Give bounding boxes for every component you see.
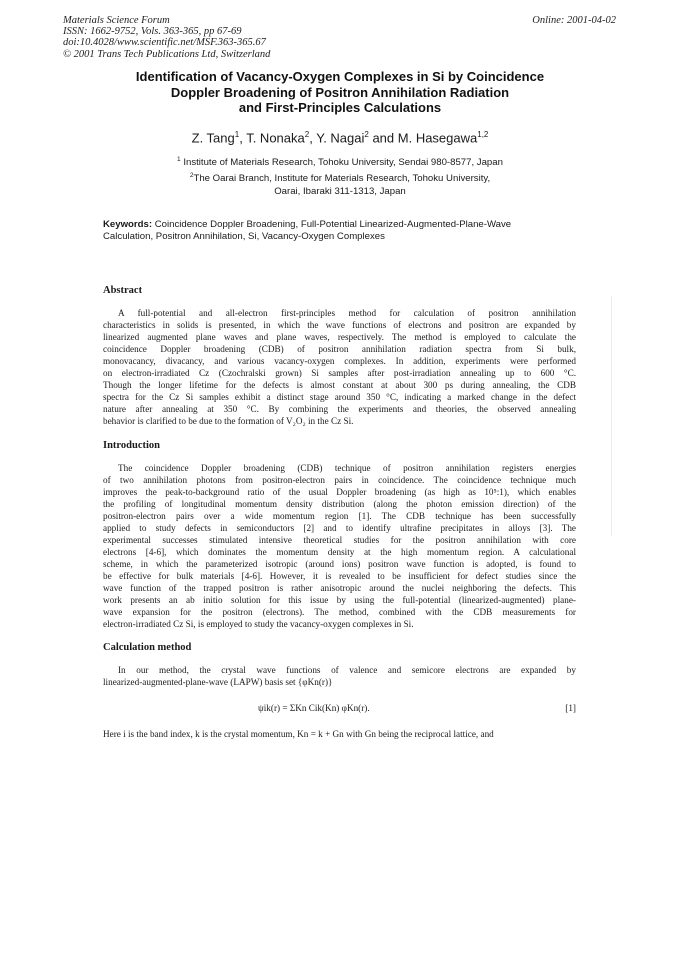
text-line: on electron-irradiated Cz (Czochralski grown) Si samples after post-irradiation annealing up to 600 °C. bbox=[103, 368, 576, 378]
text-line: improves the peak-to-background ratio of the usual Doppler broadening (as high as 10⁵:1), which enables bbox=[103, 487, 576, 497]
text-line: A full-potential and all-electron first-principles method for calculation of positron annihilation bbox=[118, 308, 576, 318]
equation-expression: ψik(r) = ΣKn Cik(Kn) φKn(r). bbox=[258, 703, 370, 713]
author-separator: , bbox=[309, 130, 317, 146]
text-line: electrons [4-6], which dominates the momentum density at the high momentum region. A calculational bbox=[103, 547, 576, 557]
abstract-body bbox=[103, 307, 576, 427]
calculation-body-continued bbox=[103, 728, 576, 740]
affiliation-line: Oarai, Ibaraki 311-1313, Japan bbox=[274, 185, 406, 197]
online-date: Online: 2001-04-02 bbox=[532, 15, 616, 26]
text-line: linearized-augmented-plane-wave (LAPW) basis set {φKn(r)} bbox=[103, 677, 333, 687]
text-line: electron-irradiated Cz Si, is employed to study the vacancy-oxygen complexes in Si. bbox=[103, 619, 414, 629]
author-list bbox=[70, 130, 610, 145]
author-name: T. Nonaka bbox=[246, 130, 305, 146]
journal-copyright: © 2001 Trans Tech Publications Ltd, Switzerland bbox=[63, 48, 271, 60]
text-line: be effective for bulk materials [4-6]. However, it is revealed to be insufficient for defect studies since the bbox=[103, 571, 576, 581]
author-name: M. Hasegawa bbox=[397, 130, 478, 146]
text-line: linearized augmented plane waves and plane waves, respectively. The method is employed to calculate the bbox=[103, 332, 576, 342]
author-name: Z. Tang bbox=[191, 130, 235, 146]
keywords-label: Keywords: bbox=[103, 219, 153, 230]
affiliation-mark: 2 bbox=[189, 171, 194, 179]
journal-doi[interactable]: doi:10.4028/www.scientific.net/MSF.363-365.67 bbox=[63, 37, 266, 49]
affiliation-line: $^2$The Oarai Branch, Institute for Materials Research, Tohoku University, bbox=[189, 171, 491, 184]
text-line: nature after annealing at 350 °C. By combining the experiments and theories, the observed annealing bbox=[103, 404, 576, 414]
calculation-body bbox=[103, 664, 576, 688]
text-line: scheme, in which the parameterized isotropic (around ions) positron wave function is adopted, is found to bbox=[103, 559, 576, 569]
affiliation-mark: 1 bbox=[177, 156, 181, 163]
author-separator: and bbox=[368, 130, 398, 146]
introduction-body bbox=[103, 462, 576, 630]
text-line: monovacancy, divacancy, and various vacancy-oxygen complexes. In addition, experiments were performed bbox=[103, 356, 576, 366]
keywords-text: Calculation, Positron Annihilation, Si, Vacancy-Oxygen Complexes bbox=[103, 231, 385, 243]
text-line: The coincidence Doppler broadening (CDB) technique of positron annihilation registers energies bbox=[118, 463, 576, 473]
text-line: applied to study defects in semiconductors [2] and to identify ultrafine precipitates in alloys [3]. The bbox=[103, 523, 576, 533]
text-line: coincidence Doppler broadening (CDB) of positron annihilation radiation spectra from Si bulk, bbox=[103, 344, 576, 354]
text-line: positron-electron pairs over a wide momentum region [1]. The CDB technique has been successfully bbox=[103, 511, 576, 521]
author-affiliation-mark: 2 bbox=[304, 130, 310, 139]
keywords bbox=[103, 219, 583, 244]
author-separator: , bbox=[239, 130, 247, 146]
text-line: work presents an ab initio solution for this issue by using the full-potential (linearized-augmented) plane- bbox=[103, 595, 576, 605]
title-line: Identification of Vacancy-Oxygen Complexes in Si by Coincidence bbox=[135, 69, 545, 84]
author-affiliation-mark: 1,2 bbox=[477, 130, 489, 139]
keywords-text: Coincidence Doppler Broadening, Full-Potential Linearized-Augmented-Plane-Wave bbox=[152, 219, 512, 230]
text-line: wave function of the trapped positron is rather anisotropic around the nuclei neighboring the defects. This bbox=[103, 583, 576, 593]
text-line: behavior is clarified to be due to the formation of V₂O₂ in the Cz Si. bbox=[103, 416, 354, 426]
text-line: In our method, the crystal wave functions of valence and semicore electrons are expanded by bbox=[118, 665, 576, 675]
author-name: Y. Nagai bbox=[316, 130, 365, 146]
text-line: the profiling of longitudinal momentum density distribution (along the photon emission direction) of the bbox=[103, 499, 576, 509]
affiliations bbox=[70, 154, 610, 198]
title-line: and First-Principles Calculations bbox=[238, 100, 442, 115]
journal-header bbox=[63, 15, 270, 60]
introduction-heading: Introduction bbox=[103, 440, 160, 451]
affiliation-line: $^1$ Institute of Materials Research, Tohoku University, Sendai 980-8577, Japan bbox=[177, 156, 503, 169]
author-affiliation-mark: 1 bbox=[234, 130, 240, 139]
text-line: Though the longer lifetime for the defects is almost constant at about 300 ps during annealing, the CDB bbox=[103, 380, 576, 390]
calculation-heading: Calculation method bbox=[103, 642, 192, 653]
text-line: characteristics in solids is presented, in which the wave functions of electrons and positron are expanded by bbox=[103, 320, 576, 330]
author-affiliation-mark: 2 bbox=[364, 130, 369, 139]
journal-issn: ISSN: 1662-9752, Vols. 363-365, pp 67-69 bbox=[63, 26, 242, 38]
paper-title bbox=[70, 69, 610, 116]
text-line: of two annihilation photons from positron-electron pairs in coincidence. The coincidence technique much bbox=[103, 475, 576, 485]
title-line: Doppler Broadening of Positron Annihilation Radiation bbox=[170, 84, 510, 100]
abstract-heading: Abstract bbox=[103, 285, 143, 296]
scan-artifact bbox=[611, 296, 612, 536]
text-line: spectra for the Cz Si samples exhibit a distinct stage around 350 °C, indicating a marked change in the defect bbox=[103, 392, 576, 402]
text-line: wave expansion for the positron (electrons). The method, combined with the CDB measurements for bbox=[103, 607, 576, 617]
equation-number: [1] bbox=[565, 703, 576, 713]
text-line: Here i is the band index, k is the crystal momentum, Kn = k + Gn with Gn being the reciprocal lattice, and bbox=[103, 729, 494, 739]
journal-name: Materials Science Forum bbox=[63, 15, 170, 26]
text-line: experimental successes stimulated intensive theoretical studies for the positron annihilation with core bbox=[103, 535, 576, 545]
